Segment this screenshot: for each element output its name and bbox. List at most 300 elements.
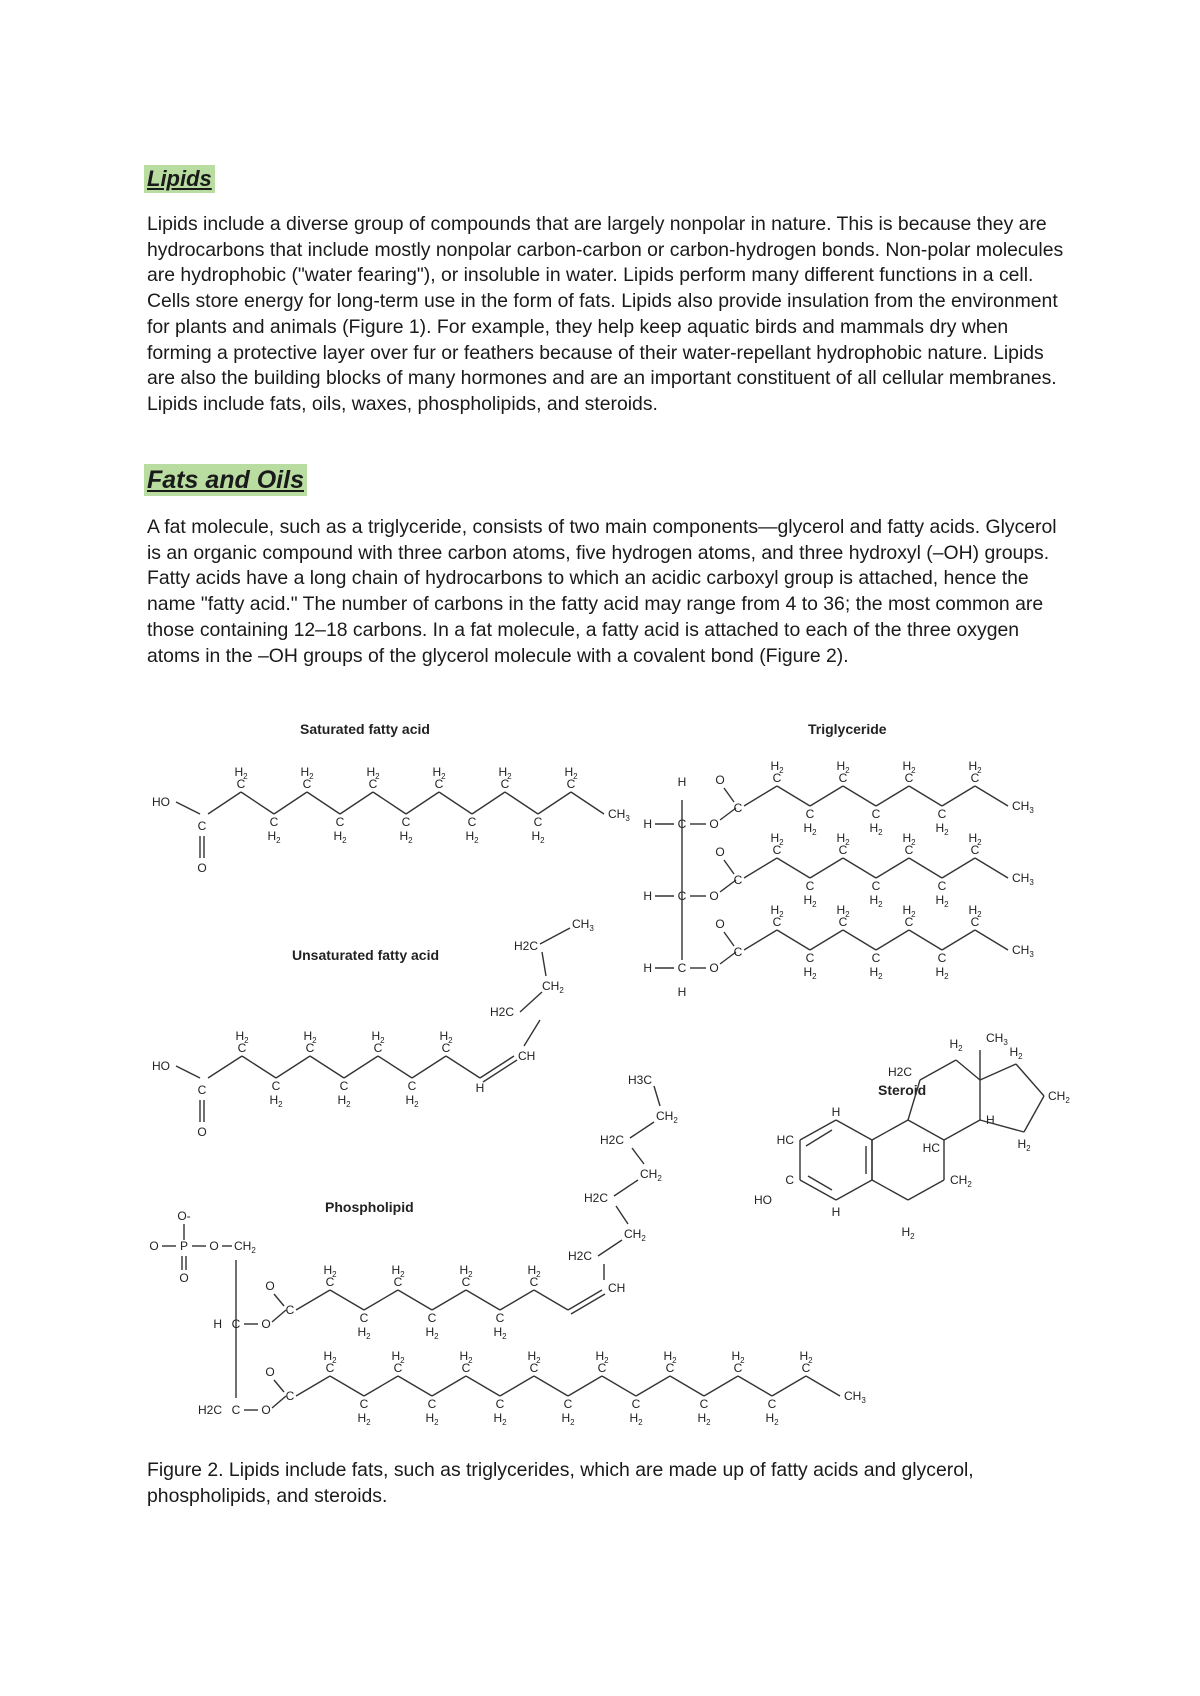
bond-line — [274, 1380, 284, 1392]
bond-line — [920, 1060, 956, 1080]
atom-label-c: C — [871, 879, 881, 893]
carbonyl-oxygen-label: O — [197, 1125, 207, 1139]
atom-label-h2: $H_2$ — [968, 759, 982, 775]
bond-line — [810, 930, 843, 950]
atom-label-h2: $H_2$ — [935, 821, 949, 837]
bond-line — [909, 786, 942, 806]
bond-line — [602, 1376, 636, 1396]
bond-line — [975, 930, 1008, 950]
alkene-h-label: H — [475, 1081, 485, 1095]
atom-label-c: C — [427, 1397, 437, 1411]
atom-label-h2: $H_2$ — [432, 765, 446, 781]
bond-line — [534, 1290, 568, 1310]
bond-line — [598, 1240, 622, 1256]
bond-line — [242, 1056, 276, 1078]
bond-line — [744, 930, 777, 950]
aromatic-h-label: H — [831, 1105, 841, 1119]
bond-line — [636, 1376, 670, 1396]
bond-line — [500, 1376, 534, 1396]
atom-label-c: C — [937, 807, 947, 821]
bond-line — [777, 930, 810, 950]
bond-line — [500, 1290, 534, 1310]
atom-label-h2: $H_2$ — [836, 759, 850, 775]
bond-line — [480, 1056, 514, 1078]
bond-line — [956, 1060, 980, 1080]
bond-line — [942, 786, 975, 806]
atom-label-c: C — [805, 879, 815, 893]
atom-label-h2: $H_2$ — [902, 759, 916, 775]
atom-label-c: C — [271, 1079, 281, 1093]
atom-label-c: C — [325, 1361, 335, 1375]
atom-label-c: C — [500, 777, 510, 791]
atom-label-c: C — [970, 771, 980, 785]
atom-label-c: C — [359, 1397, 369, 1411]
bond-line — [364, 1290, 398, 1310]
bond-line — [340, 792, 373, 814]
bond-line — [704, 1376, 738, 1396]
steroid-structure — [754, 1031, 1070, 1241]
atom-label-h2: $H_2$ — [803, 821, 817, 837]
ring-h2-label: $H_2$ — [901, 1225, 915, 1241]
atom-label-h2: $H_2$ — [803, 965, 817, 981]
atom-label-h2: $H_2$ — [399, 829, 413, 845]
atom-label-h2: $H_2$ — [357, 1325, 371, 1341]
ester-oxygen-label: O — [709, 889, 719, 903]
atom-label-h2: $H_2$ — [425, 1325, 439, 1341]
bond-line — [777, 786, 810, 806]
unsaturated-fatty-acid-structure — [152, 917, 594, 1139]
atom-label-h2: $H_2$ — [333, 829, 347, 845]
atom-label-h2: $H_2$ — [459, 1263, 473, 1279]
ester-oxygen-label: O — [261, 1317, 271, 1331]
glycerol-h-label: H — [643, 817, 652, 831]
atom-label-c: C — [495, 1311, 505, 1325]
bond-line — [872, 1120, 908, 1140]
aromatic-h-label: H — [831, 1205, 841, 1219]
fats-paragraph: A fat molecule, such as a triglyceride, consists of two main components—glycerol and fatty acids. Glycerol is an organic compound with three carbon atoms, five hydrogen atoms, and three hydroxyl (–OH) groups. Fatty acids have a long chain of hydrocarbons to which an acidic carboxyl group is attached, hence the name "fatty acid." The number of carbons in the fatty acid may range from 4 to 36; the most common are those containing 12–18 carbons. In a fat molecule, a fatty acid is attached to each of the three oxygen atoms in the –OH groups of the glycerol molecule with a covalent bond (Figure 2). — [147, 516, 1057, 667]
bond-line — [738, 1376, 772, 1396]
atom-label-h2: $H_2$ — [527, 1349, 541, 1365]
atom-label-h2: $H_2$ — [935, 893, 949, 909]
bond-line — [772, 1376, 806, 1396]
atom-label-h2: $H_2$ — [391, 1263, 405, 1279]
atom-label-c: C — [325, 1275, 335, 1289]
bond-line — [466, 1290, 500, 1310]
atom-label-c: C — [401, 815, 411, 829]
glycerol-carbon-label: C — [677, 817, 687, 831]
atom-label-c: C — [529, 1361, 539, 1375]
atom-label-h2: $H_2$ — [731, 1349, 745, 1365]
atom-label-h2: $H_2$ — [564, 765, 578, 781]
ester-carbon-label: C — [733, 945, 743, 959]
bond-line — [800, 1120, 836, 1140]
bond-line — [534, 1376, 568, 1396]
bond-line — [538, 792, 571, 814]
bond-line — [307, 792, 340, 814]
ester-oxygen-label: O — [709, 961, 719, 975]
atom-label-h2: $H_2$ — [836, 903, 850, 919]
bond-line — [432, 1290, 466, 1310]
atom-label-c: C — [699, 1397, 709, 1411]
atom-label-h2: $H_2$ — [697, 1411, 711, 1427]
bond-line — [330, 1290, 364, 1310]
bond-line — [654, 1086, 660, 1106]
bond-line — [274, 792, 307, 814]
atom-label-h2: $H_2$ — [803, 893, 817, 909]
triglyceride-structure — [643, 721, 1034, 999]
ester-carbonyl-label: O — [715, 845, 725, 859]
bond-line — [520, 992, 542, 1012]
atom-label-h2: $H_2$ — [968, 831, 982, 847]
phosphorus-label: P — [179, 1239, 189, 1253]
atom-label-h2: $H_2$ — [902, 831, 916, 847]
methyl-label: $CH_3$ — [572, 917, 594, 933]
carbonyl-oxygen-label: O — [197, 861, 207, 875]
bond-line — [276, 1056, 310, 1078]
aromatic-carbon-label: C — [785, 1173, 794, 1187]
bond-line — [810, 858, 843, 878]
ring-ch2-label: $CH_2$ — [1048, 1089, 1070, 1105]
bond-line — [505, 792, 538, 814]
bond-line — [1024, 1096, 1044, 1132]
atom-label-c: C — [335, 815, 345, 829]
chain-end-ch3: $CH_3$ — [1012, 871, 1034, 887]
atom-label-c: C — [407, 1079, 417, 1093]
atom-label-h2: $H_2$ — [531, 829, 545, 845]
atom-label-c: C — [533, 815, 543, 829]
atom-label-h2: $H_2$ — [935, 965, 949, 981]
bond-line — [800, 1180, 836, 1200]
atom-label-c: C — [838, 771, 848, 785]
atom-label-c: C — [373, 1041, 383, 1055]
atom-label-c: C — [339, 1079, 349, 1093]
bond-line — [540, 928, 570, 944]
bond-line — [744, 858, 777, 878]
bond-line — [571, 792, 604, 814]
atom-label-h2: $H_2$ — [303, 1029, 317, 1045]
atom-label-h2: $H_2$ — [405, 1093, 419, 1109]
atom-label-c: C — [937, 879, 947, 893]
glycerol-label: H2C — [197, 1403, 222, 1417]
unsaturated-fatty-acid-title: Unsaturated fatty acid — [292, 947, 440, 963]
bond-line — [310, 1056, 344, 1078]
fats-and-oils-heading: Fats and Oils — [144, 464, 307, 496]
atom-label-h2: $H_2$ — [869, 893, 883, 909]
bond-line — [908, 1120, 944, 1140]
bond-line — [942, 858, 975, 878]
bond-line — [446, 1056, 480, 1078]
phospholipid-title: Phospholipid — [325, 1199, 414, 1215]
bond-line — [872, 1180, 908, 1200]
phosphate-oxygen-label: O- — [177, 1209, 191, 1223]
bond-line — [296, 1376, 330, 1396]
ester-carbon-label: C — [285, 1303, 295, 1317]
atom-label-h2: $H_2$ — [425, 1411, 439, 1427]
atom-label-c: C — [427, 1311, 437, 1325]
atom-label-h2: $H_2$ — [357, 1411, 371, 1427]
ester-carbonyl-label: O — [265, 1365, 275, 1379]
bond-line — [744, 786, 777, 806]
chain-end-ch3: $CH_3$ — [1012, 943, 1034, 959]
triglyceride-title: Triglyceride — [808, 721, 887, 737]
bond-line — [777, 858, 810, 878]
methylene-label: H2C — [567, 1249, 592, 1263]
glycerol-top-h-label: H — [677, 775, 687, 789]
bond-line — [378, 1056, 412, 1078]
glycerol-bottom-h-label: H — [677, 985, 687, 999]
atom-label-c: C — [772, 915, 782, 929]
glycerol-label: H — [213, 1317, 222, 1331]
ester-carbonyl-label: O — [265, 1279, 275, 1293]
atom-label-c: C — [305, 1041, 315, 1055]
bond-line — [571, 1294, 605, 1314]
atom-label-h2: $H_2$ — [595, 1349, 609, 1365]
ring-h2-label: $H_2$ — [1017, 1137, 1031, 1153]
methylene-label: $CH_2$ — [542, 979, 564, 995]
atom-label-h2: $H_2$ — [527, 1263, 541, 1279]
methyl-label: H3C — [627, 1073, 652, 1087]
atom-label-c: C — [434, 777, 444, 791]
ring-h2c-label: H2C — [887, 1065, 912, 1079]
atom-label-h2: $H_2$ — [799, 1349, 813, 1365]
atom-label-c: C — [904, 843, 914, 857]
bond-line — [524, 1020, 540, 1046]
angular-methyl-label: $CH_3$ — [986, 1031, 1008, 1047]
bond-line — [208, 1056, 242, 1078]
atom-label-h2: $H_2$ — [459, 1349, 473, 1365]
atom-label-c: C — [302, 777, 312, 791]
ester-carbon-label: C — [733, 801, 743, 815]
ester-carbonyl-label: O — [715, 773, 725, 787]
ester-oxygen-label: O — [709, 817, 719, 831]
atom-label-h2: $H_2$ — [663, 1349, 677, 1365]
bond-line — [176, 802, 200, 814]
bond-line — [836, 1180, 872, 1200]
ring-h2-label: $H_2$ — [1009, 1045, 1023, 1061]
bond-line — [614, 1180, 638, 1196]
bond-line — [208, 792, 241, 814]
atom-label-h2: $H_2$ — [391, 1349, 405, 1365]
bond-line — [274, 1294, 284, 1306]
bond-line — [843, 858, 876, 878]
bond-line — [724, 932, 734, 946]
atom-label-c: C — [838, 915, 848, 929]
phospholipid-structure — [149, 1073, 866, 1427]
atom-label-h2: $H_2$ — [337, 1093, 351, 1109]
methylene-label: $CH_2$ — [624, 1227, 646, 1243]
atom-label-c: C — [467, 815, 477, 829]
atom-label-c: C — [393, 1361, 403, 1375]
bond-line — [466, 1376, 500, 1396]
bond-line — [432, 1376, 466, 1396]
atom-label-c: C — [970, 843, 980, 857]
atom-label-c: C — [904, 771, 914, 785]
atom-label-c: C — [461, 1275, 471, 1289]
bond-line — [542, 952, 546, 976]
glycerol-carbon-label: C — [677, 961, 687, 975]
atom-label-h2: $H_2$ — [323, 1349, 337, 1365]
bond-line — [344, 1056, 378, 1078]
atom-label-h2: $H_2$ — [267, 829, 281, 845]
bond-line — [876, 786, 909, 806]
atom-label-c: C — [393, 1275, 403, 1289]
atom-label-c: C — [563, 1397, 573, 1411]
chain-end-ch3: $CH_3$ — [1012, 799, 1034, 815]
bond-line — [176, 1066, 200, 1078]
atom-label-c: C — [772, 843, 782, 857]
glycerol-h-label: H — [643, 961, 652, 975]
bond-line — [724, 860, 734, 874]
atom-label-h2: $H_2$ — [300, 765, 314, 781]
atom-label-c: C — [970, 915, 980, 929]
atom-label-c: C — [904, 915, 914, 929]
atom-label-c: C — [805, 951, 815, 965]
hydroxyl-label: HO — [152, 1059, 170, 1073]
atom-label-c: C — [871, 807, 881, 821]
atom-label-h2: $H_2$ — [765, 1411, 779, 1427]
atom-label-c: C — [495, 1397, 505, 1411]
methylene-label: H2C — [489, 1005, 514, 1019]
bond-line — [909, 858, 942, 878]
atom-label-h2: $H_2$ — [493, 1411, 507, 1427]
atom-label-c: C — [871, 951, 881, 965]
methylene-label: H2C — [599, 1133, 624, 1147]
carboxyl-carbon-label: C — [197, 819, 207, 833]
atom-label-h2: $H_2$ — [770, 831, 784, 847]
atom-label-c: C — [236, 777, 246, 791]
bond-line — [876, 858, 909, 878]
glycerol-carbon-label: C — [231, 1403, 241, 1417]
atom-label-h2: $H_2$ — [869, 821, 883, 837]
lipids-paragraph: Lipids include a diverse group of compounds that are largely nonpolar in nature. This is because they are hydrocarbons that include mostly nonpolar carbon-carbon or carbon-hydrogen bonds. Non-polar molecules are hydrophobic ("water fearing"), or insoluble in water. Lipids perform many different functions in a cell. Cells store energy for long-term use in the form of fats. Lipids also provide insulation from the environment for plants and animals (Figure 1). For example, they help keep aquatic birds and mammals dry when forming a protective layer over fur or feathers because of their water-repellant hydrophobic nature. Lipids are also the building blocks of many hormones and are an important constituent of all cellular membranes. Lipids include fats, oils, waxes, phospholipids, and steroids. — [147, 213, 1064, 415]
atom-label-c: C — [529, 1275, 539, 1289]
lipids-heading: Lipids — [144, 165, 215, 193]
bond-line — [330, 1376, 364, 1396]
atom-label-h2: $H_2$ — [498, 765, 512, 781]
bond-line — [632, 1148, 644, 1164]
atom-label-h2: $H_2$ — [465, 829, 479, 845]
alkene-ch-label: CH — [518, 1049, 536, 1063]
atom-label-c: C — [937, 951, 947, 965]
atom-label-h2: $H_2$ — [869, 965, 883, 981]
ester-carbon-label: C — [733, 873, 743, 887]
atom-label-h2: $H_2$ — [234, 765, 248, 781]
chain-end-ch3: $CH_3$ — [608, 807, 630, 823]
glycerol-carbon-label: C — [677, 889, 687, 903]
phosphate-ch2-label: $CH_2$ — [234, 1239, 256, 1255]
phosphate-oxygen-label: O — [149, 1239, 159, 1253]
atom-label-h2: $H_2$ — [770, 903, 784, 919]
atom-label-h2: $H_2$ — [235, 1029, 249, 1045]
bond-line — [975, 786, 1008, 806]
ester-oxygen-label: O — [261, 1403, 271, 1417]
methylene-label: $CH_2$ — [640, 1167, 662, 1183]
hydroxyl-label: HO — [754, 1193, 772, 1207]
atom-label-h2: $H_2$ — [836, 831, 850, 847]
atom-label-h2: $H_2$ — [269, 1093, 283, 1109]
bond-line — [836, 1120, 872, 1140]
atom-label-c: C — [665, 1361, 675, 1375]
methylene-label: H2C — [583, 1191, 608, 1205]
bond-line — [412, 1056, 446, 1078]
ring-ch2-label: $CH_2$ — [950, 1173, 972, 1189]
aromatic-ch-label: HC — [776, 1133, 794, 1147]
bond-line — [568, 1376, 602, 1396]
atom-label-h2: $H_2$ — [366, 765, 380, 781]
atom-label-h2: $H_2$ — [371, 1029, 385, 1045]
atom-label-h2: $H_2$ — [968, 903, 982, 919]
atom-label-c: C — [772, 771, 782, 785]
atom-label-c: C — [767, 1397, 777, 1411]
bond-line — [724, 788, 734, 802]
atom-label-h2: $H_2$ — [629, 1411, 643, 1427]
glycerol-h-label: H — [643, 889, 652, 903]
bond-line — [843, 930, 876, 950]
carboxyl-carbon-label: C — [197, 1083, 207, 1097]
bond-line — [398, 1376, 432, 1396]
atom-label-h2: $H_2$ — [770, 759, 784, 775]
bond-line — [373, 792, 406, 814]
bond-line — [364, 1376, 398, 1396]
bond-line — [908, 1180, 944, 1200]
ester-carbon-label: C — [285, 1389, 295, 1403]
phosphate-oxygen-label: O — [179, 1271, 189, 1285]
bond-line — [406, 792, 439, 814]
bond-line — [616, 1206, 628, 1224]
phosphate-oxygen-label: O — [209, 1239, 219, 1253]
atom-label-c: C — [838, 843, 848, 857]
bond-line — [909, 930, 942, 950]
bond-line — [942, 930, 975, 950]
bond-line — [808, 1176, 832, 1190]
bond-line — [843, 786, 876, 806]
atom-label-c: C — [805, 807, 815, 821]
atom-label-c: C — [359, 1311, 369, 1325]
atom-label-c: C — [368, 777, 378, 791]
steroid-title: Steroid — [878, 1082, 927, 1098]
bond-line — [630, 1122, 654, 1138]
bond-line — [272, 1396, 286, 1408]
atom-label-c: C — [269, 815, 279, 829]
saturated-fatty-acid-structure — [152, 721, 630, 875]
bond-line — [398, 1290, 432, 1310]
bond-line — [980, 1064, 1016, 1080]
ring-h2-label: $H_2$ — [949, 1037, 963, 1053]
ring-h-label: H — [986, 1113, 995, 1127]
glycerol-carbon-label: C — [231, 1317, 241, 1331]
lipid-structures-figure — [0, 700, 1200, 1450]
hydroxyl-label: HO — [152, 795, 170, 809]
bond-line — [272, 1310, 286, 1322]
bond-line — [483, 1060, 517, 1082]
bond-line — [439, 792, 472, 814]
alkene-ch-label: CH — [608, 1281, 626, 1295]
bond-line — [296, 1290, 330, 1310]
atom-label-c: C — [566, 777, 576, 791]
methylene-label: H2C — [513, 939, 538, 953]
atom-label-c: C — [801, 1361, 811, 1375]
bond-line — [241, 792, 274, 814]
atom-label-h2: $H_2$ — [902, 903, 916, 919]
figure-caption: Figure 2. Lipids include fats, such as triglycerides, which are made up of fatty acids and glycerol, phospholipids, and steroids. — [147, 1459, 974, 1507]
atom-label-c: C — [441, 1041, 451, 1055]
ester-carbonyl-label: O — [715, 917, 725, 931]
atom-label-c: C — [597, 1361, 607, 1375]
bond-line — [975, 858, 1008, 878]
atom-label-h2: $H_2$ — [323, 1263, 337, 1279]
atom-label-c: C — [733, 1361, 743, 1375]
bond-line — [810, 786, 843, 806]
